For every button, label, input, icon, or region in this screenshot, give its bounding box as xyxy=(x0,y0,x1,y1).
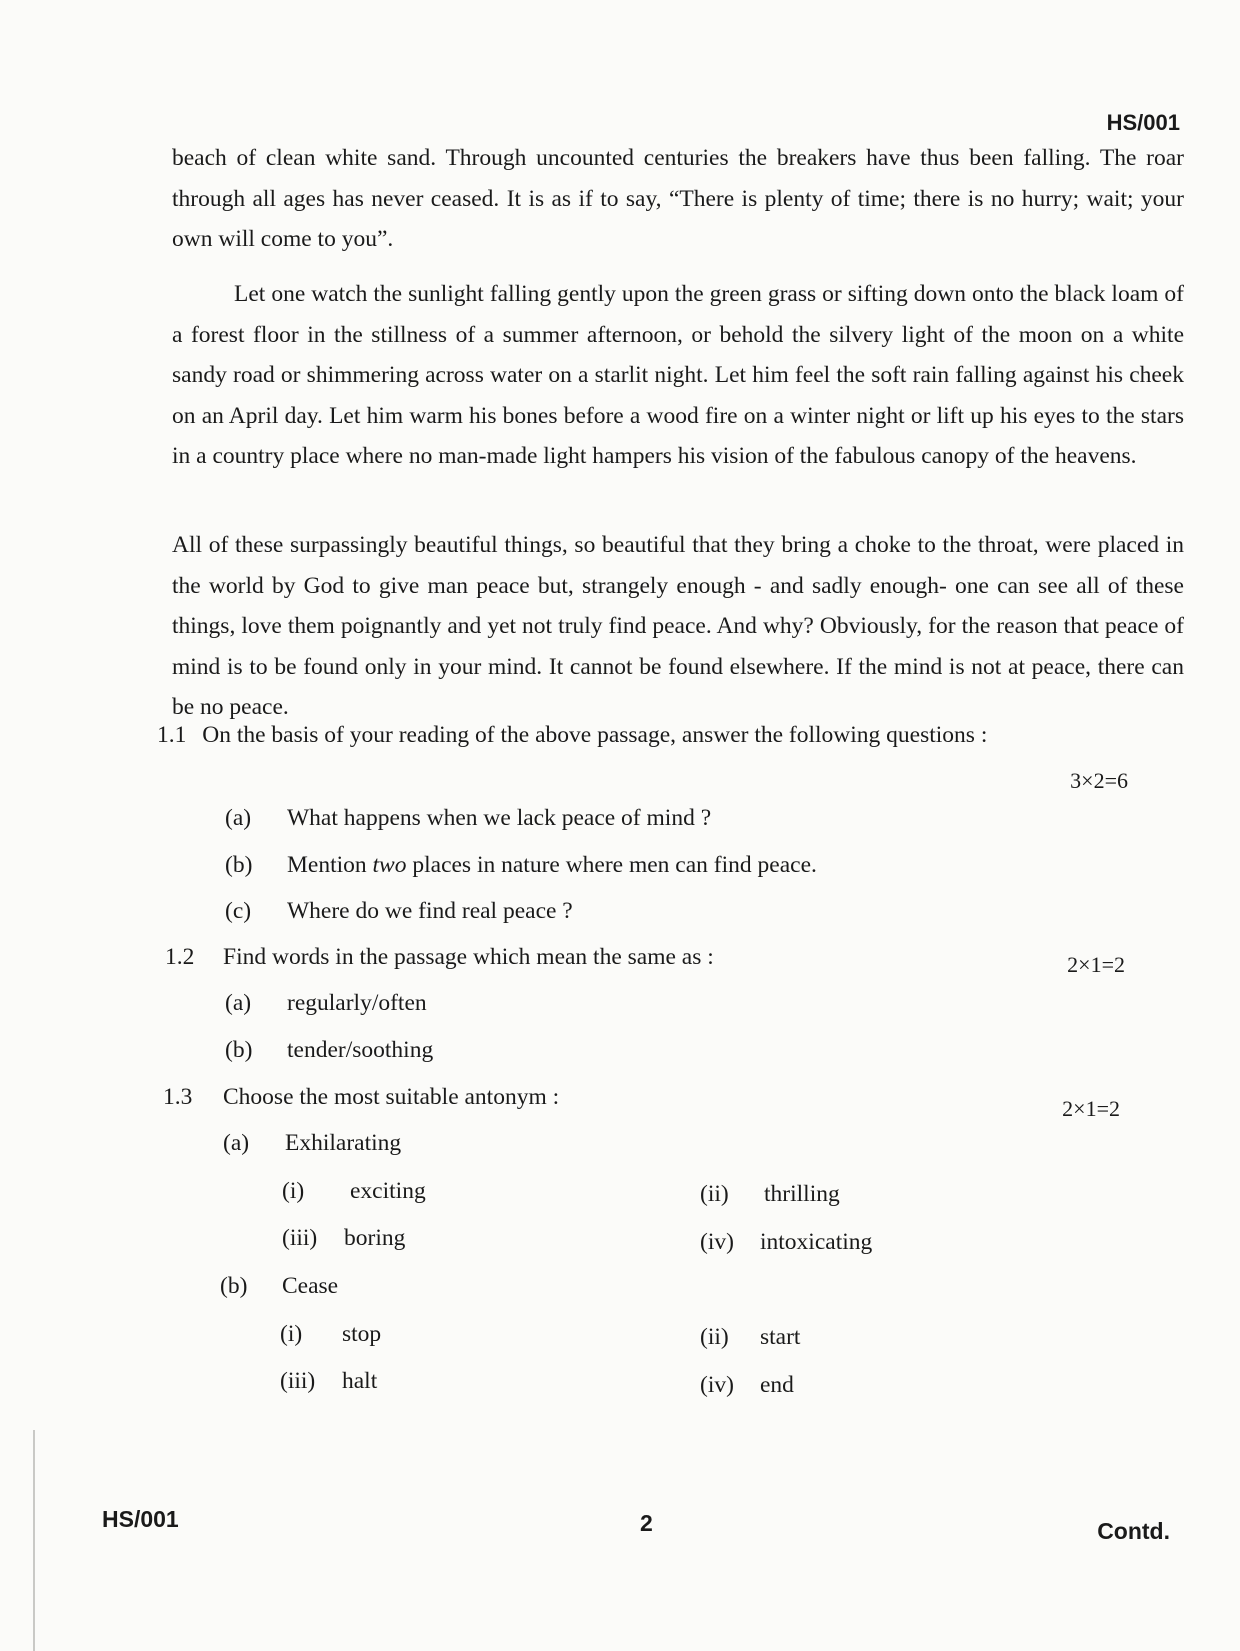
passage-paragraph-1 xyxy=(172,138,1184,260)
question-text: Choose the most suitable antonym : xyxy=(223,1084,560,1110)
option-label: (iv) xyxy=(700,1372,734,1398)
question-number: 1.3 xyxy=(163,1084,193,1110)
option xyxy=(700,1324,801,1351)
option-label: (ii) xyxy=(700,1324,729,1350)
passage-text: beach of clean white sand. Through uncounted centuries the breakers have thus been falling. The roar through all ages has never ceased. It is as if to say, “There is plenty of time; there is no hurry; wait; your own will come to you”. xyxy=(172,145,1184,252)
subquestion-label: (c) xyxy=(225,898,252,924)
subquestion-text: Cease xyxy=(282,1273,339,1299)
subquestion-text-part: places in nature where men can find peace. xyxy=(406,852,817,878)
option-label: (iii) xyxy=(280,1368,316,1394)
option-text: thrilling xyxy=(764,1181,840,1207)
subquestion-text: What happens when we lack peace of mind ? xyxy=(287,805,712,831)
question-1-3 xyxy=(163,1084,560,1111)
option-text: end xyxy=(760,1372,794,1398)
question-1-1 xyxy=(157,722,987,749)
option-label: (ii) xyxy=(700,1181,729,1207)
question-text: Find words in the passage which mean the same as : xyxy=(223,944,714,970)
subquestion xyxy=(225,805,712,832)
subquestion xyxy=(223,1130,402,1157)
option-label: (i) xyxy=(280,1321,303,1347)
option-text: exciting xyxy=(350,1178,426,1204)
question-1-2 xyxy=(165,944,714,971)
continued-label: Contd. xyxy=(1097,1518,1170,1544)
option-text: start xyxy=(760,1324,801,1350)
option-text: intoxicating xyxy=(760,1229,873,1255)
subquestion-text: Exhilarating xyxy=(285,1130,402,1156)
question-number: 1.1 xyxy=(157,722,187,748)
option-label: (iii) xyxy=(282,1225,318,1251)
subquestion-text xyxy=(287,852,817,879)
marks-1-2: 2×1=2 xyxy=(1067,952,1125,977)
option xyxy=(700,1181,840,1208)
passage-paragraph-3 xyxy=(172,525,1184,728)
page-number: 2 xyxy=(640,1510,653,1536)
option xyxy=(282,1225,406,1252)
subquestion-label: (a) xyxy=(225,990,252,1016)
question-text: On the basis of your reading of the above passage, answer the following questions : xyxy=(202,722,988,748)
marks-1-1: 3×2=6 xyxy=(1070,768,1128,793)
question-number: 1.2 xyxy=(165,944,195,970)
scan-margin-line xyxy=(33,1430,35,1651)
subquestion-label: (a) xyxy=(225,805,252,831)
subquestion-text-part: Mention xyxy=(287,852,373,878)
subquestion xyxy=(225,852,817,879)
option-text: boring xyxy=(344,1225,406,1251)
subquestion-label: (b) xyxy=(225,852,253,878)
subquestion xyxy=(225,898,573,925)
paper-code-header: HS/001 xyxy=(1106,110,1180,135)
subquestion-label: (b) xyxy=(220,1273,248,1299)
passage-text: Let one watch the sunlight falling gently upon the green grass or sifting down onto the black loam of a forest floor in the stillness of a summer afternoon, or behold the silvery light of the moon on a white sandy road or shimmering across water on a starlit night. Let him feel the soft rain falling against his cheek on an April day. Let him warm his bones before a wood fire on a winter night or lift up his eyes to the stars in a country place where no man-made light hampers his vision of the fabulous canopy of the heavens. xyxy=(172,281,1184,469)
subquestion xyxy=(225,990,427,1017)
subquestion xyxy=(220,1273,339,1300)
option-text: halt xyxy=(342,1368,378,1394)
option xyxy=(280,1321,382,1348)
option-label: (iv) xyxy=(700,1229,734,1255)
option xyxy=(700,1372,794,1399)
passage-paragraph-2 xyxy=(172,274,1184,477)
option-label: (i) xyxy=(282,1178,305,1204)
option xyxy=(280,1368,378,1395)
subquestion-text-italic: two xyxy=(372,852,407,878)
marks-1-3: 2×1=2 xyxy=(1062,1096,1120,1121)
option xyxy=(282,1178,426,1205)
subquestion-text: tender/soothing xyxy=(287,1037,434,1063)
option-text: stop xyxy=(342,1321,382,1347)
subquestion-label: (a) xyxy=(223,1130,250,1156)
subquestion-text: regularly/often xyxy=(287,990,427,1016)
footer-paper-code: HS/001 xyxy=(102,1506,179,1532)
subquestion-text: Where do we find real peace ? xyxy=(287,898,573,924)
option xyxy=(700,1229,873,1256)
subquestion-label: (b) xyxy=(225,1037,253,1063)
passage-text: All of these surpassingly beautiful things, so beautiful that they bring a choke to the throat, were placed in the world by God to give man peace but, strangely enough - and sadly enough- one can see all of these things, love them poignantly and yet not truly find peace. And why? Obviously, for the reason that peace of mind is to be found only in your mind. It cannot be found elsewhere. If the mind is not at peace, there can be no peace. xyxy=(172,532,1184,720)
subquestion xyxy=(225,1037,434,1064)
